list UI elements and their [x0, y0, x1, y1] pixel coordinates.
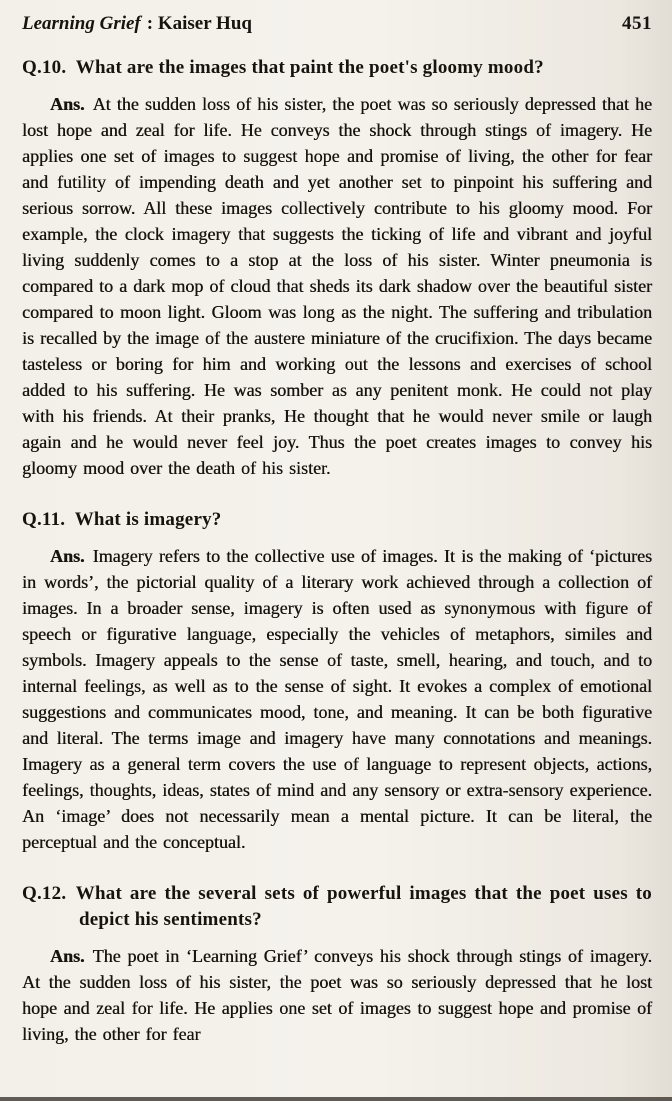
page-number: 451 [622, 13, 652, 34]
question-text: What is imagery? [74, 509, 222, 530]
answer-text: At the sudden loss of his sister, the poet was so seriously depressed that he lost hope and zeal for life. He conveys the shock through stings of imagery. He applies one set of images to suggest hope and promise of living, the other for fear and futility of impending death and yet another set to pinpoint his suffering and serious sorrow. All these images collectively contribute to his gloomy mood. For example, the clock imagery that suggests the ticking of life and vibrant and joyful living suddenly comes to a stop at the loss of his sister. Winter pneumonia is compared to a dark mop of cloud that sheds its dark shadow over the beautiful sister compared to moon light. Gloom was long as the night. The suffering and tribulation is recalled by the image of the austere miniature of the crucifixion. The days became tasteless or boring for him and working out the lessons and exercises of school added to his suffering. He was somber as any penitent monk. He could not play with his friends. At their pranks, He thought that he would never smile or laugh again and he would never feel joy. Thus the poet creates images to convey his gloomy mood over the death of his sister. [22, 94, 652, 478]
scan-page-edge [0, 1097, 672, 1101]
book-title: Learning Grief [22, 13, 141, 34]
question-number: Q.12. [22, 883, 67, 904]
answer-text: The poet in ‘Learning Grief’ conveys his shock through stings of imagery. At the sudden loss of his sister, the poet was so seriously depressed that he lost hope and zeal for life. He applies one set of images to suggest hope and promise of living, the other for fear [22, 946, 652, 1044]
answer-paragraph [22, 943, 652, 1047]
answer-paragraph [22, 91, 652, 481]
question-heading [22, 881, 652, 933]
question-number: Q.10. [22, 57, 67, 78]
question-heading [22, 55, 652, 81]
question-block-10 [22, 55, 652, 481]
question-text: What are the several sets of powerful images that the poet uses to depict his sentiments? [75, 883, 652, 930]
answer-label: Ans. [50, 546, 85, 566]
answer-paragraph [22, 543, 652, 855]
question-heading [22, 507, 652, 533]
author-name: : Kaiser Huq [146, 13, 252, 34]
page-header [22, 13, 652, 35]
question-block-12 [22, 881, 652, 1047]
question-block-11 [22, 507, 652, 855]
answer-label: Ans. [50, 946, 85, 966]
answer-text: Imagery refers to the collective use of images. It is the making of ‘pictures in words’, the pictorial quality of a literary work achieved through a collection of images. In a broader sense, imagery is often used as synonymous with figure of speech or figurative language, especially the vehicles of metaphors, similes and symbols. Imagery appeals to the sense of taste, smell, hearing, and touch, and to internal feelings, as well as to the sense of sight. It evokes a complex of emotional suggestions and communicates mood, tone, and meaning. It can be both figurative and literal. The terms image and imagery have many connotations and meanings. Imagery as a general term covers the use of language to represent objects, actions, feelings, thoughts, ideas, states of mind and any sensory or extra-sensory experience. An ‘image’ does not necessarily mean a mental picture. It can be literal, the perceptual and the conceptual. [22, 546, 652, 852]
running-header-title [22, 13, 252, 35]
answer-label: Ans. [50, 94, 85, 114]
question-text: What are the images that paint the poet's gloomy mood? [75, 57, 544, 78]
question-number: Q.11. [22, 509, 66, 530]
